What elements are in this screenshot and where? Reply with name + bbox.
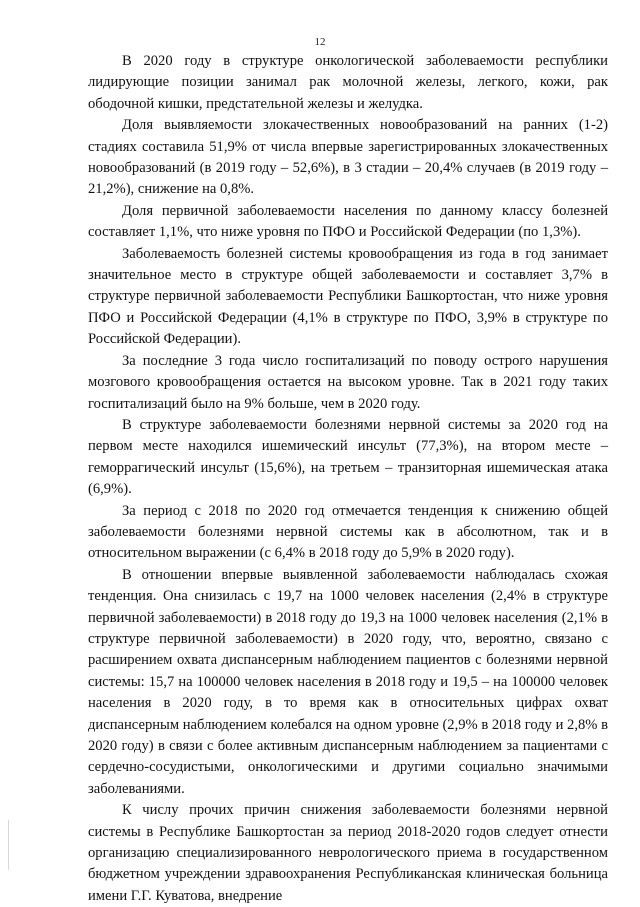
page-number: 12 (314, 36, 326, 48)
paragraph-stroke-hospitalizations: За последние 3 года число госпитализаций по поводу острого нарушения мозгового кровообращения остается на высоком уровне. Так в 2021 году таких госпитализаций было на 9% больше, чем в 2020 году. (88, 352, 608, 412)
paragraph-nervous-system-trend: За период с 2018 по 2020 год отмечается тенденция к снижению общей заболеваемости болезнями нервной системы как в абсолютном, так и в относительном выражении (с 6,4% в 2018 году до 5,9% в 2020 году). (88, 502, 608, 562)
scan-edge-mark (8, 820, 9, 870)
paragraph-nervous-system-structure: В структуре заболеваемости болезнями нервной системы за 2020 год на первом месте находился ишемический инсульт (77,3%), на втором месте – геморрагический инсульт (15,6%), на третьем – транзиторная ишемическая атака (6,9%). (88, 416, 608, 498)
paragraph-oncology-structure: В 2020 году в структуре онкологической заболеваемости республики лидирующие позиции занимал рак молочной железы, легкого, кожи, рак ободочной кишки, предстательной железы и желудка. (88, 53, 608, 112)
paragraph-primary-incidence-share: Доля первичной заболеваемости населения по данному классу болезней составляет 1,1%, что ниже уровня по ПФО и Российской Федерации (по 1,3%). (88, 202, 608, 241)
paragraph-circulatory-diseases: Заболеваемость болезней системы кровообращения из года в год занимает значительное место в структуре общей заболеваемости и составляет 3,7% в структуре первичной заболеваемости Республики Башкортостан, что ниже уровня ПФО и Российской Федерации (4,1% в структуре по ПФО, 3,9% в структуре по Российской Федерации). (88, 245, 608, 348)
paragraph-decline-reasons: К числу прочих причин снижения заболеваемости болезнями нервной системы в Республике Башкортостан за период 2018-2020 годов следует отнести организацию специализированного неврологического приема в государственном бюджетном учреждении здравоохранения Республиканская клиническая больница имени Г.Г. Куватова, внедрение (88, 802, 608, 904)
paragraph-early-detection: Доля выявляемости злокачественных новообразований на ранних (1-2) стадиях составила 51,9% от числа впервые зарегистрированных злокачественных новообразований (в 2019 году – 52,6%), в 3 стадии – 20,4% случаев (в 2019 году – 21,2%), снижение на 0,8%. (88, 117, 608, 198)
document-body (88, 51, 608, 907)
paragraph-first-detected-incidence: В отношении впервые выявленной заболеваемости наблюдалась схожая тенденция. Она снизилась с 19,7 на 1000 человек населения (2,4% в структуре первичной заболеваемости) в 2018 году до 19,3 на 1000 человек населения (2,1% в структуре первичной заболеваемости) в 2020 году, что, вероятно, связано с расширением охвата диспансерным наблюдением пациентов с болезнями нервной системы: 15,7 на 100000 человек населения в 2018 году и 19,5 – на 100000 человек населения в 2020 году, в то время как в относительных цифрах охват диспансерным наблюдением колебался на одном уровне (2,9% в 2018 году и 2,8% в 2020 году) в связи с более активным диспансерным наблюдением за пациентами с сердечно-сосудистыми, онкологическими и другими социально значимыми заболеваниями. (88, 566, 608, 797)
